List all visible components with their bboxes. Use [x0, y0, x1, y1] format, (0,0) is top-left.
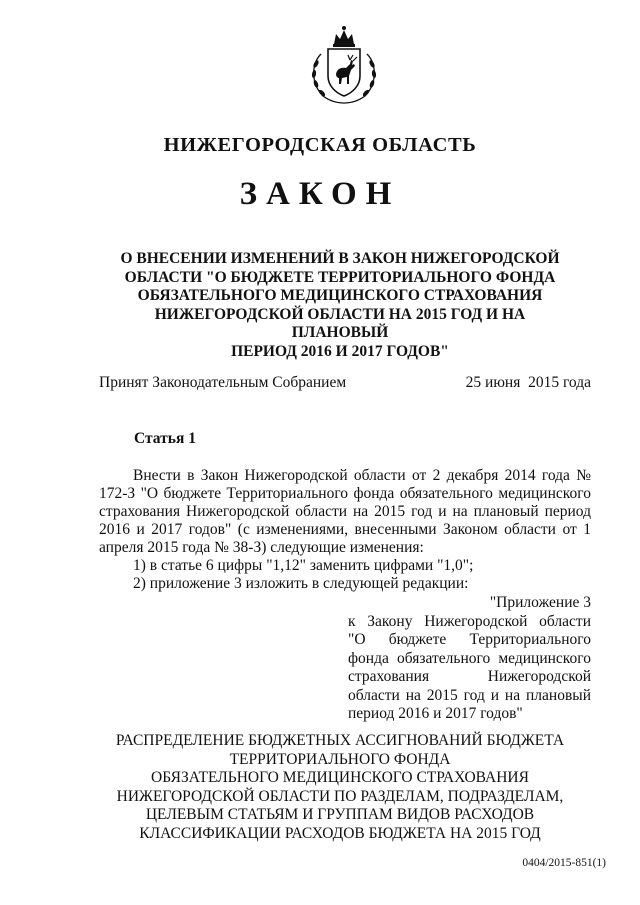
article-heading: Статья 1 [134, 430, 196, 447]
amendment-item-2: 2) приложение 3 изложить в следующей редакции: [133, 575, 469, 592]
appendix-line: период 2016 и 2017 годов" [348, 705, 523, 722]
distribution-title-line: НИЖЕГОРОДСКОЙ ОБЛАСТИ ПО РАЗДЕЛАМ, ПОДРАЗДЕЛАМ, [116, 787, 564, 805]
appendix-line: "О бюджете Территориального [348, 631, 591, 648]
appendix-line: страхования Нижегородской [348, 668, 591, 685]
appendix-line: "Приложение 3 [489, 594, 591, 611]
adoption-date: 25 июня 2015 года [465, 374, 591, 391]
law-title-line: ОБЯЗАТЕЛЬНОГО МЕДИЦИНСКОГО СТРАХОВАНИЯ [137, 287, 543, 304]
law-title-line: ОБЛАСТИ "О БЮДЖЕТЕ ТЕРРИТОРИАЛЬНОГО ФОНДА [124, 268, 556, 286]
appendix-reference [348, 594, 591, 724]
amendment-item-1: 1) в статье 6 цифры "1,12" заменить цифрами "1,0"; [133, 557, 474, 574]
distribution-title [100, 732, 580, 843]
distribution-title-line: РАСПРЕДЕЛЕНИЕ БЮДЖЕТНЫХ АССИГНОВАНИЙ БЮДЖЕТА [115, 732, 565, 749]
distribution-title-line: ОБЯЗАТЕЛЬНОГО МЕДИЦИНСКОГО СТРАХОВАНИЯ [151, 769, 529, 786]
appendix-line: фонда обязательного медицинского [348, 649, 591, 667]
law-title-line: НИЖЕГОРОДСКОЙ ОБЛАСТИ НА 2015 ГОД И НА ПЛАНОВЫЙ [154, 305, 526, 341]
adoption-label: Принят Законодательным Собранием [99, 374, 347, 391]
law-title-line: ПЕРИОД 2016 И 2017 ГОДОВ" [231, 342, 449, 360]
appendix-line: к Закону Нижегородской области [348, 612, 591, 630]
distribution-title-line: ЦЕЛЕВЫМ СТАТЬЯМ И ГРУППАМ ВИДОВ РАСХОДОВ [145, 806, 535, 823]
distribution-title-line: КЛАССИФИКАЦИИ РАСХОДОВ БЮДЖЕТА НА 2015 ГОД [139, 824, 541, 842]
document-type: ЗАКОН [239, 176, 401, 212]
region-name: НИЖЕГОРОДСКАЯ ОБЛАСТЬ [163, 134, 477, 156]
law-title [110, 250, 570, 361]
coat-of-arms-icon [301, 24, 387, 106]
article-paragraph: Внести в Закон Нижегородской области от 2 декабря 2014 года № 172-З "О бюджете Территориального фонда обязательного медицинского страхования Нижегородской области на 2015 год и на плановый период 2016 и 2017 годов" (с изменениями, внесенными Законом области от 1 апреля 2015 года № 38-З) следующие изменения: [99, 467, 591, 556]
distribution-title-line: ТЕРРИТОРИАЛЬНОГО ФОНДА [229, 750, 451, 768]
law-title-line: О ВНЕСЕНИИ ИЗМЕНЕНИЙ В ЗАКОН НИЖЕГОРОДСКОЙ [120, 250, 560, 267]
document-number: 0404/2015-851(1) [522, 857, 606, 869]
appendix-line: области на 2015 год и на плановый [348, 686, 591, 704]
